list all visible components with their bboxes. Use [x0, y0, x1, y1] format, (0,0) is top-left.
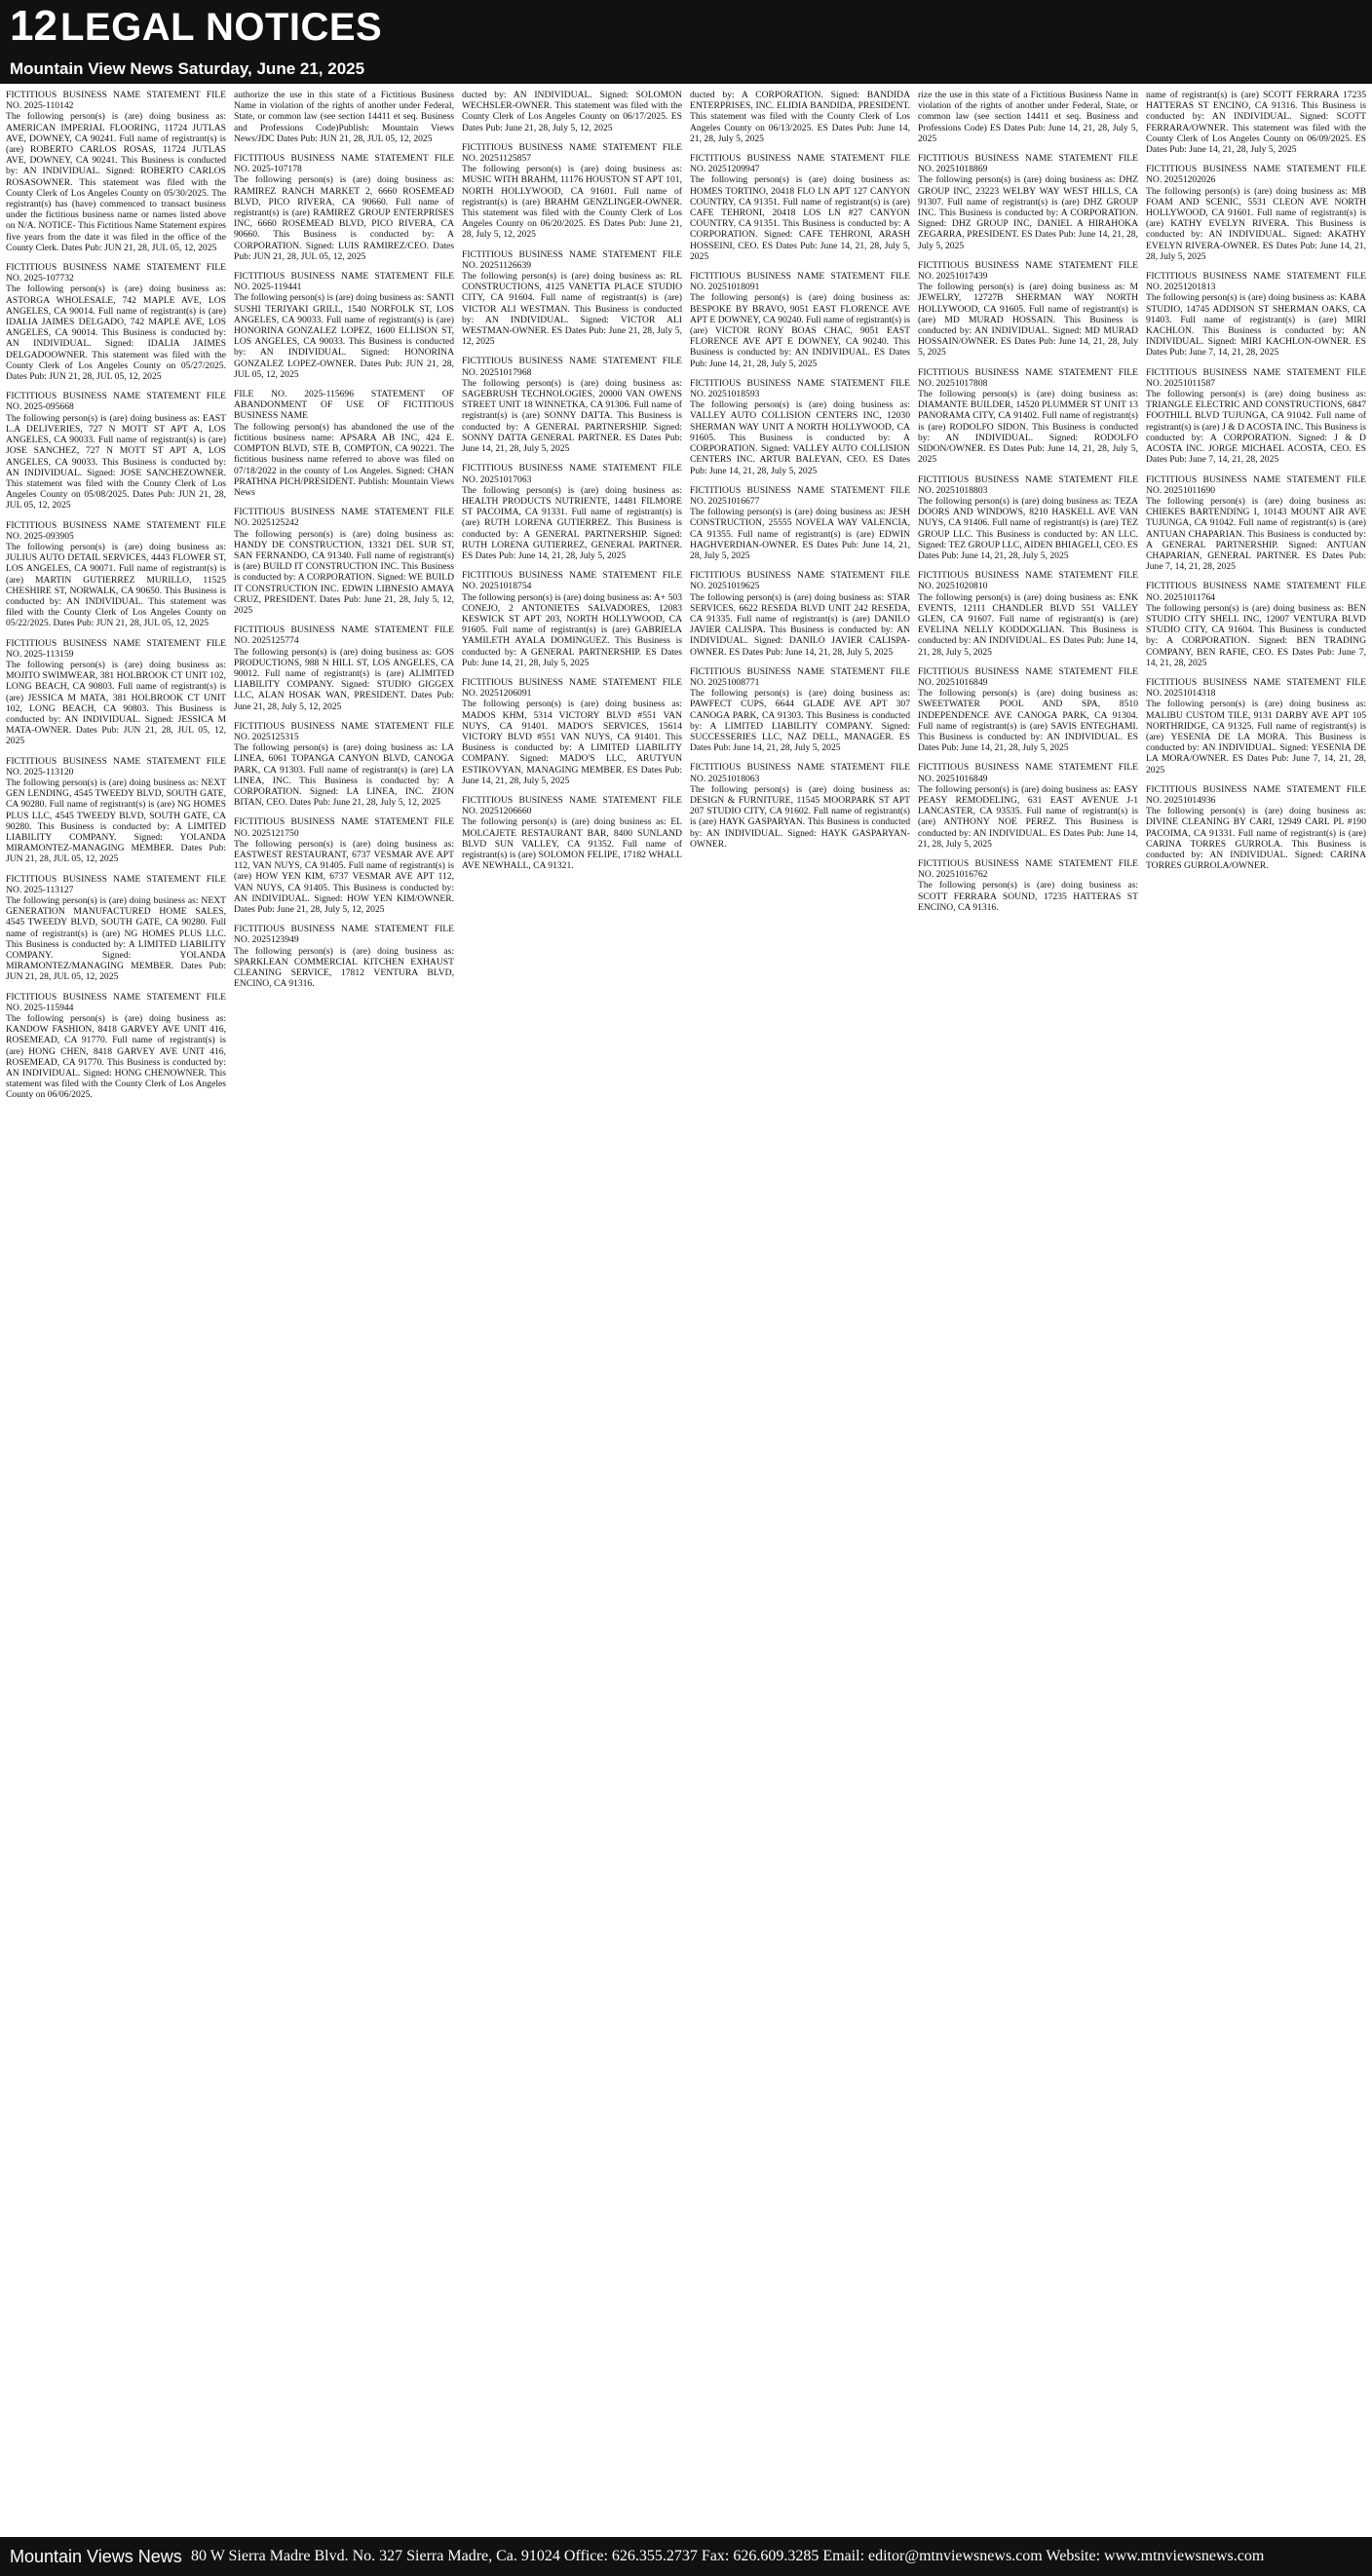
- notice-title: FICTITIOUS BUSINESS NAME STATEMENT FILE NO. 20251014936: [1146, 783, 1366, 806]
- notice-title: FICTITIOUS BUSINESS NAME STATEMENT FILE NO. 20251018869: [918, 153, 1138, 175]
- notice-body: The following person(s) is (are) doing business as: TRIANGLE ELECTRIC AND CONSTRUCTIONS, 6847 FOOTHILL BLVD TUJUNGA, CA 91042. Full name of registrant(s) is (are) J & D ACOSTA INC. This Business is conducted by: A CORPORATION. Signed: J & D ACOSTA INC. JORGE MICHAEL ACOSTA, CEO. ES Dates Pub: June 7, 14, 21, 28, 2025: [1146, 389, 1366, 466]
- notice-body: ducted by: A CORPORATION. Signed: BANDIDA ENTERPRISES, INC. ELIDIA BANDIDA, PRESIDENT. This statement was filed with the County Clerk of Los Angeles County on 06/13/2025. ES Dates Pub: June 14, 21, 28, July 5, 2025: [690, 90, 910, 144]
- notice-title: FICTITIOUS BUSINESS NAME STATEMENT FILE NO. 2025125315: [234, 720, 454, 742]
- footer-address: 80 W Sierra Madre Blvd. No. 327 Sierra Madre, Ca. 91024 Office: 626.355.2737 Fax: 626.609.3285 Email: editor@mtnviewsnews.com Website: www.mtnviewsnews.com: [191, 2548, 1265, 2564]
- legal-notice: [918, 762, 1138, 850]
- notice-column: [690, 90, 910, 2527]
- legal-notice: [6, 262, 226, 382]
- notice-body: The following person(s) is (are) doing business as: CHIEKES BARTENDING I, 10143 MOUNT AIR AVE TUJUNGA, CA 91042. Full name of registrant(s) is (are) ANTUAN CHAPARIAN. This Business is conducted by: A GENERAL PARTNERSHIP. Signed: ANTUAN CHAPARIAN, GENERAL PARTNER. ES Dates Pub: June 7, 14, 21, 28, 2025: [1146, 495, 1366, 573]
- legal-notice: [6, 90, 226, 253]
- legal-notice: [234, 389, 454, 498]
- notice-title: FICTITIOUS BUSINESS NAME STATEMENT FILE NO. 2025-107178: [234, 153, 454, 175]
- notice-title: FICTITIOUS BUSINESS NAME STATEMENT FILE NO. 20251008771: [690, 665, 910, 688]
- legal-notice: [1146, 367, 1366, 466]
- notice-body: The following person(s) is (are) doing business as: NEXT GEN LENDING, 4545 TWEEDY BLVD, SOUTH GATE, CA 90280. Full name of registrant(s) is (are) NG HOMES PLUS LLC, 4545 TWEEDY BLVD, SOUTH GATE, CA 90280. This Business is conducted by: A LIMITED LIABILITY COMPANY. Signed: YOLANDA MIRAMONTEZ-MANAGING MEMBER. Dates Pub: JUN 21, 28, JUL 05, 12, 2025: [6, 777, 226, 865]
- notice-title: FICTITIOUS BUSINESS NAME STATEMENT FILE NO. 20251016849: [918, 762, 1138, 784]
- notice-column: [918, 90, 1138, 2527]
- notice-title: FICTITIOUS BUSINESS NAME STATEMENT FILE NO. 20251019625: [690, 570, 910, 592]
- notice-body: The following person(s) is (are) doing business as: DIVINE CLEANING BY CARI, 12949 CARL PL #190 PACOIMA, CA 91331. Full name of registrant(s) is (are) CARINA TORRES GURROLA. This Business is conducted by: AN INDIVIDUAL. Signed: CARINA TORRES GURROLA/OWNER.: [1146, 806, 1366, 872]
- page-footer: [0, 2537, 1372, 2576]
- notice-body: The following person(s) is (are) doing business as: RL CONSTRUCTIONS, 4125 VANETTA PLACE STUDIO CITY, CA 91604. Full name of registrant(s) is (are) VICTOR ALI WESTMAN. This Business is conducted by: AN INDIVIDUAL. Signed: VICTOR ALI WESTMAN-OWNER. ES Dates Pub: June 21, 28, July 5, 12, 2025: [462, 271, 682, 348]
- notice-title: FICTITIOUS BUSINESS NAME STATEMENT FILE NO. 20251126639: [462, 248, 682, 271]
- notice-title: FICTITIOUS BUSINESS NAME STATEMENT FILE NO. 20251018803: [918, 474, 1138, 496]
- legal-notice: [462, 249, 682, 348]
- notice-body: The following person(s) is (are) doing business as: PAWFECT CUPS, 6644 GLADE AVE APT 307 CANOGA PARK, CA 91303. This Business is conducted by: A LIMITED LIABILITY COMPANY. Signed: SUCCESSERIES LLC, NAZ DELL, MANAGER. ES Dates Pub: June 14, 21, 28, July 5, 2025: [690, 688, 910, 754]
- notice-body: rize the use in this state of a Fictitious Business Name in violation of the rights of another under Federal, State, or common law (see section 14411 et seq. Business and Professions Code) ES Dates Pub: June 14, 21, 28, July 5, 2025: [918, 90, 1138, 144]
- notice-title: FICTITIOUS BUSINESS NAME STATEMENT FILE NO. 20251018091: [690, 271, 910, 293]
- notice-title: FICTITIOUS BUSINESS NAME STATEMENT FILE NO. 2025-095668: [6, 391, 226, 413]
- notice-title: FICTITIOUS BUSINESS NAME STATEMENT FILE NO. 2025-115944: [6, 991, 226, 1013]
- legal-notice: [462, 142, 682, 241]
- legal-notice: [462, 795, 682, 871]
- notice-title: FICTITIOUS BUSINESS NAME STATEMENT FILE NO. 20251018063: [690, 762, 910, 784]
- legal-notice: [6, 756, 226, 865]
- notice-body: The following person(s) is (are) doing business as: A+ 503 CONEJO, 2 ANTONIETES SALVADORES, 12083 KESWICK ST APT 203, NORTH HOLLYWOOD, CA 91605. Full name of registrant(s) is (are) GABRIELA YAMILETH AYALA DOMINGUEZ. This Business is conducted by: A GENERAL PARTNERSHIP. ES Dates Pub: June 14, 21, 28, July 5, 2025: [462, 591, 682, 668]
- notice-body: The following person(s) is (are) doing business as: TEZA DOORS AND WINDOWS, 8210 HASKELL AVE VAN NUYS, CA 91406. Full name of registrant(s) is (are) TEZ GROUP LLC. This Business is conducted by: AN LLC. Signed: TEZ GROUP LLC, AIDEN BHIAGELI, CEO. ES Dates Pub: June 14, 21, 28, July 5, 2025: [918, 495, 1138, 561]
- notice-title: FICTITIOUS BUSINESS NAME STATEMENT FILE NO. 2025-107732: [6, 262, 226, 284]
- notice-column: [462, 90, 682, 2527]
- notice-column: [234, 90, 454, 2527]
- notice-body: The following person(s) is (are) doing business as: RAMIREZ RANCH MARKET 2, 6660 ROSEMEAD BLVD, PICO RIVERA, CA 90660. Full name of registrant(s) is (are) RAMIREZ GROUP ENTERPRISES INC, 6660 ROSEMEAD BLVD, PICO RIVERA, CA 90660. This Business is conducted by: A CORPORATION. Signed: LUIS RAMIREZ/CEO. Dates Pub: JUN 21, 28, JUL 05, 12, 2025: [234, 174, 454, 262]
- legal-notice: [462, 677, 682, 786]
- legal-notice: [918, 153, 1138, 251]
- notice-body: The following person(s) is (are) doing business as: MUSIC WITH BRAHM, 11176 HOUSTON ST APT 101, NORTH HOLLYWOOD, CA 91601. Full name of registrant(s) is (are) BRAHM GENZLINGER-OWNER. This statement was filed with the County Clerk of Los Angeles County on 06/20/2025. ES Dates Pub: June 21, 28, July 5, 12, 2025: [462, 164, 682, 241]
- notice-body: The following person(s) is (are) doing business as: VALLEY AUTO COLLISION CENTERS INC, 12030 SHERMAN WAY UNIT A NORTH HOLLYWOOD, CA 91605. This Business is conducted by: A CORPORATION. Signed: VALLEY AUTO COLLISION CENTERS INC. ARTUR BALEYAN, CEO. ES Dates Pub: June 14, 21, 28, July 5, 2025: [690, 399, 910, 476]
- notice-body: The following person(s) is (are) doing business as: MALIBU CUSTOM TILE, 9131 DARBY AVE APT 105 NORTHRIDGE, CA 91325. Full name of registrant(s) is (are) YESENIA DE LA MORA. This Business is conducted by: AN INDIVIDUAL. Signed: YESENIA DE LA MORA/OWNER. ES Dates Pub: June 7, 14, 21, 28, 2025: [1146, 699, 1366, 776]
- notice-title: FICTITIOUS BUSINESS NAME STATEMENT FILE NO. 20251017063: [462, 463, 682, 485]
- notice-body: The following person(s) is (are) doing business as: HEALTH PRODUCTS NUTRIENTE, 14481 FILMORE ST PACOIMA, CA 91331. Full name of registrant(s) is (are) RUTH LORENA GUTIERREZ. This Business is conducted by: A GENERAL PARTNERSHIP. Signed: RUTH LORENA GUTIERREZ, GENERAL PARTNER. ES Dates Pub: June 14, 21, 28, July 5, 2025: [462, 484, 682, 561]
- dateline-bar: [0, 55, 1372, 84]
- notice-body: The following person(s) is (are) doing business as: SCOTT FERRARA SOUND, 17235 HATTERAS ST ENCINO, CA 91316.: [918, 880, 1138, 913]
- notice-body: The following person(s) is (are) doing business as: SWEETWATER POOL AND SPA, 8510 INDEPENDENCE AVE CANOGA PARK, CA 91304. Full name of registrant(s) is (are) SAVIS ENTEGHAMI. This Business is conducted by: AN INDIVIDUAL. ES Dates Pub: June 14, 21, 28, July 5, 2025: [918, 688, 1138, 754]
- legal-notice: [234, 90, 454, 144]
- notice-body: The following person(s) is (are) doing business as: HOMES TORTINO, 20418 FLO LN APT 127 CANYON COUNTRY, CA 91351. Full name of registrant(s) is (are) CAFE TEHRONI, 20418 LOS LN #27 CANYON COUNTRY, CA 91351. This Business is conducted by: A CORPORATION. Signed: CAFE TEHRONI, ARASH HOSSEINI, CEO. ES Dates Pub: June 14, 21, 28, July 5, 2025: [690, 174, 910, 262]
- notice-body: The following person(s) is (are) doing business as: M JEWELRY, 12727B SHERMAN WAY NORTH HOLLYWOOD, CA 91605. Full name of registrant(s) is (are) MD MURAD HOSSAIN. This Business is conducted by: AN INDIVIDUAL. Signed: MD MURAD HOSSAIN/OWNER. ES Dates Pub: June 14, 21, 28, July 5, 2025: [918, 282, 1138, 359]
- notice-body: The following person(s) is (are) doing business as: SANTI SUSHI TERIYAKI GRILL, 1540 NORFOLK ST, LOS ANGELES, CA 90033. Full name of registrant(s) is (are) HONORINA GONZALEZ LOPEZ, 1600 ELLISON ST, LOS ANGELES, CA 90033. This Business is conducted by: AN INDIVIDUAL. Signed: HONORINA GONZALEZ LOPEZ-OWNER. Dates Pub: JUN 21, 28, JUL 05, 12, 2025: [234, 292, 454, 380]
- legal-notice: [1146, 271, 1366, 359]
- notice-title: FICTITIOUS BUSINESS NAME STATEMENT FILE NO. 20251209947: [690, 153, 910, 175]
- notice-title: FICTITIOUS BUSINESS NAME STATEMENT FILE NO. 2025-113159: [6, 637, 226, 660]
- notice-title: FICTITIOUS BUSINESS NAME STATEMENT FILE NO. 20251016677: [690, 484, 910, 507]
- legal-notice: [690, 762, 910, 850]
- legal-notice: [234, 507, 454, 616]
- legal-notice: [918, 570, 1138, 658]
- notice-title: FICTITIOUS BUSINESS NAME STATEMENT FILE NO. 20251016762: [918, 858, 1138, 881]
- notice-body: The following person(s) is (are) doing business as: MOJITO SWIMWEAR, 381 HOLBROOK CT UNIT 102, LONG BEACH, CA 90803. Full name of registrant(s) is (are) JESSICA M MATA, 381 HOLBROOK CT UNIT 102, LONG BEACH, CA 90803. This Business is conducted by: AN INDIVIDUAL. Signed: JESSICA M MATA-OWNER. Dates Pub: JUN 21, 28, JUL 05, 12, 2025: [6, 659, 226, 747]
- notice-body: The following person(s) is (are) doing business as: EASY PEASY REMODELING, 631 EAST AVENUE J-1 LANCASTER, CA 93535. Full name of registrant(s) is (are) ANTHONY NOE PEREZ. This Business is conducted by: AN INDIVIDUAL. ES Dates Pub: June 14, 21, 28, July 5, 2025: [918, 783, 1138, 850]
- notice-title: FICTITIOUS BUSINESS NAME STATEMENT FILE NO. 20251017439: [918, 259, 1138, 283]
- notice-title: FICTITIOUS BUSINESS NAME STATEMENT FILE NO. 2025121750: [234, 816, 454, 839]
- legal-notice: [690, 666, 910, 754]
- legal-notice: [1146, 677, 1366, 776]
- notice-body: The following person(s) is (are) doing business as: SPARKLEAN COMMERCIAL KITCHEN EXHAUST CLEANING SERVICE, 17812 VENTURA BLVD, ENCINO, CA 91316.: [234, 945, 454, 990]
- notice-body: The following person(s) has abandoned the use of the fictitious business name: APSARA AB INC, 424 E. COMPTON BLVD, STE B, COMPTON, CA 90221. The fictitious business name referred to above was filed on 07/18/2022 in the county of Los Angeles. Signed: CHAN PRATHNA PICH/PRESIDENT. Publish: Mountain Views News: [234, 421, 454, 498]
- notice-title: FICTITIOUS BUSINESS NAME STATEMENT FILE NO. 2025-110142: [6, 90, 226, 112]
- notice-body: authorize the use in this state of a Fictitious Business Name in violation of the rights of another under Federal, State, or common law (see section 14411 et seq. Business and Professions Code)Publish: Mountain Views News/JDC Dates Pub: JUN 21, 28, JUL 05, 12, 2025: [234, 90, 454, 144]
- notice-body: The following person(s) is (are) doing business as: EAST L.A DELIVERIES, 727 N MOTT ST APT A, LOS ANGELES, CA 90033. Full name of registrant(s) is (are) JOSE SANCHEZ, 727 N MOTT ST APT A, LOS ANGELES, CA 90033. This Business is conducted by: AN INDIVIDUAL. Signed: JOSE SANCHEZOWNER. This statement was filed with the County Clerk of Los Angeles County on 05/08/2025. Dates Pub: JUN 21, 28, JUL 05, 12, 2025: [6, 412, 226, 511]
- notice-body: The following person(s) is (are) doing business as: BEN STUDIO CITY SHELL INC, 12007 VENTURA BLVD STUDIO CITY, CA 91604. This Business is conducted by: A CORPORATION. Signed: BEN TRADING COMPANY, BEN RAFIE, CEO. ES Dates Pub: June 7, 14, 21, 28, 2025: [1146, 602, 1366, 668]
- notice-title: FICTITIOUS BUSINESS NAME STATEMENT FILE NO. 20251206091: [462, 676, 682, 700]
- notice-body: The following person(s) is (are) doing business as: AMERICAN IMPERIAL FLOORING, 11724 JUTLAS AVE, DOWNEY, CA 90241. Full name of registrant(s) is (are) ROBERTO CARLOS ROSAS, 11724 JUTLAS AVE, DOWNEY, CA 90241. This Business is conducted by: AN INDIVIDUAL. Signed: ROBERTO CARLOS ROSASOWNER. This statement was filed with the County Clerk of Los Angeles County on 05/30/2025. The registrant(s) has (have) commenced to transact business under the fictitious business name or names listed above on N/A. NOTICE- This Fictitious Name Statement expires five years from the date it was filed in the office of the County Clerk. Dates Pub: JUN 21, 28, JUL 05, 12, 2025: [6, 111, 226, 253]
- legal-notice: [690, 485, 910, 561]
- legal-notice: [234, 816, 454, 915]
- legal-notice: [6, 391, 226, 511]
- legal-notice: [6, 520, 226, 629]
- notice-title: FILE NO. 2025-115696 STATEMENT OF ABANDONMENT OF USE OF FICTITIOUS BUSINESS NAME: [234, 389, 454, 422]
- legal-notice: [918, 666, 1138, 754]
- notice-body: The following person(s) is (are) doing business as: DESIGN & FURNITURE, 11545 MOORPARK ST APT 207 STUDIO CITY, CA 91602. Full name of registrant(s) is (are) HAYK GASPARYAN. This Business is conducted by: AN INDIVIDUAL. Signed: HAYK GASPARYAN-OWNER.: [690, 783, 910, 850]
- legal-notice: [1146, 164, 1366, 262]
- notice-title: FICTITIOUS BUSINESS NAME STATEMENT FILE NO. 20251018754: [462, 570, 682, 592]
- legal-notice: [918, 474, 1138, 562]
- legal-notice: [462, 463, 682, 561]
- dateline: Mountain View News Saturday, June 21, 2025: [10, 59, 365, 78]
- legal-notice: [918, 367, 1138, 466]
- notice-title: FICTITIOUS BUSINESS NAME STATEMENT FILE NO. 2025123949: [234, 924, 454, 946]
- legal-notice: [234, 721, 454, 809]
- page-number: 12: [10, 2, 57, 50]
- notice-columns: [6, 90, 1366, 2527]
- notice-column: [6, 90, 226, 2527]
- notice-title: FICTITIOUS BUSINESS NAME STATEMENT FILE NO. 2025-119441: [234, 271, 454, 293]
- notice-body: ducted by: AN INDIVIDUAL. Signed: SOLOMON WECHSLER-OWNER. This statement was filed with the County Clerk of Los Angeles County on 06/17/2025. ES Dates Pub: June 21, 28, July 5, 12, 2025: [462, 90, 682, 133]
- legal-notice: [462, 356, 682, 454]
- notice-body: The following person(s) is (are) doing business as: BESPOKE BY BRAVO, 9051 EAST FLORENCE AVE APT E DOWNEY, CA 90240. Full name of registrant(s) is (are) VICTOR RONY BOAS CHAC, 9051 EAST FLORENCE AVE APT E DOWNEY, CA 90240. This Business is conducted by: AN INDIVIDUAL. ES Dates Pub: June 14, 21, 28, July 5, 2025: [690, 292, 910, 369]
- notice-title: FICTITIOUS BUSINESS NAME STATEMENT FILE NO. 20251201813: [1146, 271, 1366, 293]
- notice-title: FICTITIOUS BUSINESS NAME STATEMENT FILE NO. 2025-093905: [6, 519, 226, 542]
- footer-publication: Mountain Views News: [10, 2547, 182, 2566]
- notice-title: FICTITIOUS BUSINESS NAME STATEMENT FILE NO. 2025-113120: [6, 755, 226, 777]
- notice-title: FICTITIOUS BUSINESS NAME STATEMENT FILE NO. 20251206660: [462, 794, 682, 817]
- legal-notice: [690, 153, 910, 262]
- notice-body: name of registrant(s) is (are) SCOTT FERRARA 17235 HATTERAS ST ENCINO, CA 91316. This Business is conducted by: AN INDIVIDUAL. Signed: SCOTT FERRARA/OWNER. This statement was filed with the County Clerk of Los Angeles County on 06/09/2025. ES Dates Pub: June 14, 21, 28, July 5, 2025: [1146, 90, 1366, 156]
- notice-title: FICTITIOUS BUSINESS NAME STATEMENT FILE NO. 20251011690: [1146, 474, 1366, 496]
- notice-title: FICTITIOUS BUSINESS NAME STATEMENT FILE NO. 20251014318: [1146, 676, 1366, 700]
- notice-body: The following person(s) is (are) doing business as: HANDY DE CONSTRUCTION, 13321 DEL SUR ST, SAN FERNANDO, CA 91340. Full name of registrant(s) is (are) BUILD IT CONSTRUCTION INC. This Business is conducted by: A CORPORATION. Signed: WE BUILD IT CONSTRUCTION INC. EDWIN LIBNESIO AMAYA CRUZ, PRESIDENT. Dates Pub: June 21, 28, July 5, 12, 2025: [234, 528, 454, 616]
- notice-body: The following person(s) is (are) doing business as: LA LINEA, 6061 TOPANGA CANYON BLVD, CANOGA PARK, CA 91303. Full name of registrant(s) is (are) LA LINEA, INC. This Business is conducted by: A CORPORATION. Signed: LA LINEA, INC. ZION BITAN, CEO. Dates Pub: June 21, 28, July 5, 12, 2025: [234, 742, 454, 809]
- legal-notice: [690, 570, 910, 658]
- notice-body: The following person(s) is (are) doing business as: MB FOAM AND SCENIC, 5531 CLEON AVE NORTH HOLLYWOOD, CA 91601. Full name of registrant(s) is (are) KATHY EVELYN RIVERA. This Business is conducted by: AN INDIVIDUAL. Signed: AKATHY EVELYN RIVERA-OWNER. ES Dates Pub: June 14, 21, 28, July 5, 2025: [1146, 185, 1366, 262]
- legal-notice: [690, 378, 910, 476]
- legal-notice: [6, 638, 226, 747]
- notice-body: The following person(s) is (are) doing business as: DIAMANTE BUILDER, 14520 PLUMMER ST UNIT 13 PANORAMA CITY, CA 91402. Full name of registrant(s) is (are) RODOLFO SIDON. This Business is conducted by: AN INDIVIDUAL. Signed: RODOLFO SIDON/OWNER. ES Dates Pub: June 14, 21, 28, July 5, 2025: [918, 389, 1138, 466]
- notice-body: The following person(s) is (are) doing business as: JULIUS AUTO DETAIL SERVICES, 4443 FLOWER ST, LOS ANGELES, CA 90071. Full name of registrant(s) is (are) MARTIN GUTIERREZ MURILLO, 11525 CHESHIRE ST, NORWALK, CA 90650. This Business is conducted by: AN INDIVIDUAL. This statement was filed with the County Clerk of Los Angeles County on 05/22/2025. Dates Pub: JUN 21, 28, JUL 05, 12, 2025: [6, 541, 226, 629]
- notice-body: The following person(s) is (are) doing business as: ENK EVENTS, 12111 CHANDLER BLVD 551 VALLEY GLEN, CA 91607. Full name of registrant(s) is (are) EVELINA NELLY KODDOGLIAN. This Business is conducted by: AN INDIVIDUAL. ES Dates Pub: June 14, 21, 28, July 5, 2025: [918, 591, 1138, 658]
- notice-body: The following person(s) is (are) doing business as: JESH CONSTRUCTION, 25555 NOVELA WAY VALENCIA, CA 91355. Full name of registrant(s) is (are) EDWIN HAGHVERDIAN-OWNER. ES Dates Pub: June 14, 21, 28, July 5, 2025: [690, 507, 910, 561]
- legal-notice: [690, 271, 910, 369]
- notice-body: The following person(s) is (are) doing business as: SAGEBRUSH TECHNOLOGIES, 20000 VAN OWENS STREET UNIT 18 WINNETKA, CA 91306. Full name of registrant(s) is (are) SONNY DATTA. This Business is conducted by: A GENERAL PARTNERSHIP. Signed: SONNY DATTA GENERAL PARTNER. ES Dates Pub: June 14, 21, 28, July 5, 2025: [462, 377, 682, 455]
- notice-body: The following person(s) is (are) doing business as: EASTWEST RESTAURANT, 6737 VESMAR AVE APT 112, VAN NUYS, CA 91405. Full name of registrant(s) is (are) HOW YEN KIM, 6737 VESMAR AVE APT 112, VAN NUYS, CA 91405. This Business is conducted by: AN INDIVIDUAL. Signed: HOW YEN KIM/OWNER. Dates Pub: June 21, 28, July 5, 12, 2025: [234, 838, 454, 916]
- legal-notice: [234, 625, 454, 712]
- page-header: [0, 0, 1372, 55]
- legal-notice: [1146, 90, 1366, 155]
- notice-title: FICTITIOUS BUSINESS NAME STATEMENT FILE NO. 20251125857: [462, 141, 682, 165]
- legal-notice: [6, 874, 226, 983]
- notice-body: The following person(s) is (are) doing business as: DHZ GROUP INC, 23223 WELBY WAY WEST HILLS, CA 91307. Full name of registrant(s) is (are) DHZ GROUP INC. This Business is conducted by: A CORPORATION. Signed: DHZ GROUP INC, DANIEL A HIRAHOKA ZEGARRA, PRESIDENT. ES Dates Pub: June 14, 21, 28, July 5, 2025: [918, 174, 1138, 251]
- notice-title: FICTITIOUS BUSINESS NAME STATEMENT FILE NO. 20251011764: [1146, 581, 1366, 603]
- legal-notice: [462, 90, 682, 133]
- notice-title: FICTITIOUS BUSINESS NAME STATEMENT FILE NO. 20251017968: [462, 356, 682, 378]
- notice-title: FICTITIOUS BUSINESS NAME STATEMENT FILE NO. 20251020810: [918, 570, 1138, 592]
- notice-body: The following person(s) is (are) doing business as: EL MOLCAJETE RESTAURANT BAR, 8400 SUNLAND BLVD SUN VALLEY, CA 91352. Full name of registrant(s) is (are) SOLOMON FELIPE, 17182 WHALL AVE NEWHALL, CA 91321.: [462, 816, 682, 872]
- legal-notice: [6, 992, 226, 1101]
- notice-body: The following person(s) is (are) doing business as: ASTORGA WHOLESALE, 742 MAPLE AVE, LOS ANGELES, CA 90014. Full name of registrant(s) is (are) IDALIA JAIMES DELGADO, 742 MAPLE AVE, LOS ANGELES, CA 90014. This Business is conducted by: AN INDIVIDUAL. Signed: IDALIA JAIMES DELGADOOWNER. This statement was filed with the County Clerk of Los Angeles County on 05/27/2025. Dates Pub: JUN 21, 28, JUL 05, 12, 2025: [6, 284, 226, 383]
- notice-body: The following person(s) is (are) doing business as: MADOS KHM, 5314 VICTORY BLVD #551 VAN NUYS, CA 91401. MADO'S SERVICES, 15614 VICTORY BLVD #551 VAN NUYS, CA 91401. This Business is conducted by: A LIMITED LIABILITY COMPANY. Signed: MADO'S LLC, ARUTYUN ESTIKOVYAN, MANAGING MEMBER. ES Dates Pub: June 14, 21, 28, July 5, 2025: [462, 699, 682, 786]
- notice-body: The following person(s) is (are) doing business as: KABA STUDIO, 14745 ADDISON ST SHERMAN OAKS, CA 91403. Full name of registrant(s) is (are) MIRI KACHLON. This Business is conducted by: AN INDIVIDUAL. Signed: MIRI KACHLON-OWNER. ES Dates Pub: June 7, 14, 21, 28, 2025: [1146, 292, 1366, 359]
- legal-notice: [1146, 581, 1366, 668]
- notice-title: FICTITIOUS BUSINESS NAME STATEMENT FILE NO. 20251202026: [1146, 164, 1366, 186]
- legal-notice: [462, 570, 682, 668]
- section-title: LEGAL NOTICES: [60, 6, 383, 49]
- notice-body: The following person(s) is (are) doing business as: STAR SERVICES, 6622 RESEDA BLVD UNIT 242 RESEDA, CA 91335. Full name of registrant(s) is (are) DANILO JAVIER CALISPA. This Business is conducted by: AN INDIVIDUAL. Signed: DANILO JAVIER CALISPA-OWNER. ES Dates Pub: June 14, 21, 28, July 5, 2025: [690, 591, 910, 658]
- notice-title: FICTITIOUS BUSINESS NAME STATEMENT FILE NO. 20251017808: [918, 366, 1138, 389]
- notice-title: FICTITIOUS BUSINESS NAME STATEMENT FILE NO. 2025125242: [234, 507, 454, 529]
- legal-notice: [234, 924, 454, 989]
- legal-notice: [690, 90, 910, 144]
- notice-title: FICTITIOUS BUSINESS NAME STATEMENT FILE NO. 2025125774: [234, 625, 454, 647]
- notice-body: The following person(s) is (are) doing business as: GOS PRODUCTIONS, 988 N HILL ST, LOS ANGELES, CA 90012. Full name of registrant(s) is (are) ALIMITED LIABILITY COMPANY. Signed: STUDIO GIGGEX LLC, ALAN HOSAK WAN, PRESIDENT. Dates Pub: June 21, 28, July 5, 12, 2025: [234, 646, 454, 712]
- legal-notice: [1146, 784, 1366, 872]
- legal-notice: [918, 260, 1138, 359]
- notice-body: The following person(s) is (are) doing business as: KANDOW FASHION, 8418 GARVEY AVE UNIT 416, ROSEMEAD, CA 91770. Full name of registrant(s) is (are) HONG CHEN, 8418 GARVEY AVE UNIT 416, ROSEMEAD, CA 91770. This Business is conducted by: AN INDIVIDUAL. Signed: HONG CHENOWNER. This statement was filed with the County Clerk of Los Angeles County on 06/06/2025.: [6, 1013, 226, 1101]
- legal-notice: [234, 271, 454, 380]
- legal-notice: [234, 153, 454, 262]
- notice-body: The following person(s) is (are) doing business as: NEXT GENERATION MANUFACTURED HOME SALES, 4545 TWEEDY BLVD, SOUTH GATE, CA 90280. Full name of registrant(s) is (are) NG HOMES PLUS LLC. This Business is conducted by: A LIMITED LIABILITY COMPANY. Signed: YOLANDA MIRAMONTEZ/MANAGING MEMBER. Dates Pub: JUN 21, 28, JUL 05, 12, 2025: [6, 895, 226, 983]
- notice-title: FICTITIOUS BUSINESS NAME STATEMENT FILE NO. 20251011587: [1146, 366, 1366, 389]
- notice-title: FICTITIOUS BUSINESS NAME STATEMENT FILE NO. 20251018593: [690, 377, 910, 400]
- notice-column: [1146, 90, 1366, 2527]
- notice-title: FICTITIOUS BUSINESS NAME STATEMENT FILE NO. 20251016849: [918, 665, 1138, 688]
- notice-title: FICTITIOUS BUSINESS NAME STATEMENT FILE NO. 2025-113127: [6, 873, 226, 895]
- legal-notice: [1146, 474, 1366, 573]
- legal-notice: [918, 858, 1138, 913]
- legal-notice: [918, 90, 1138, 144]
